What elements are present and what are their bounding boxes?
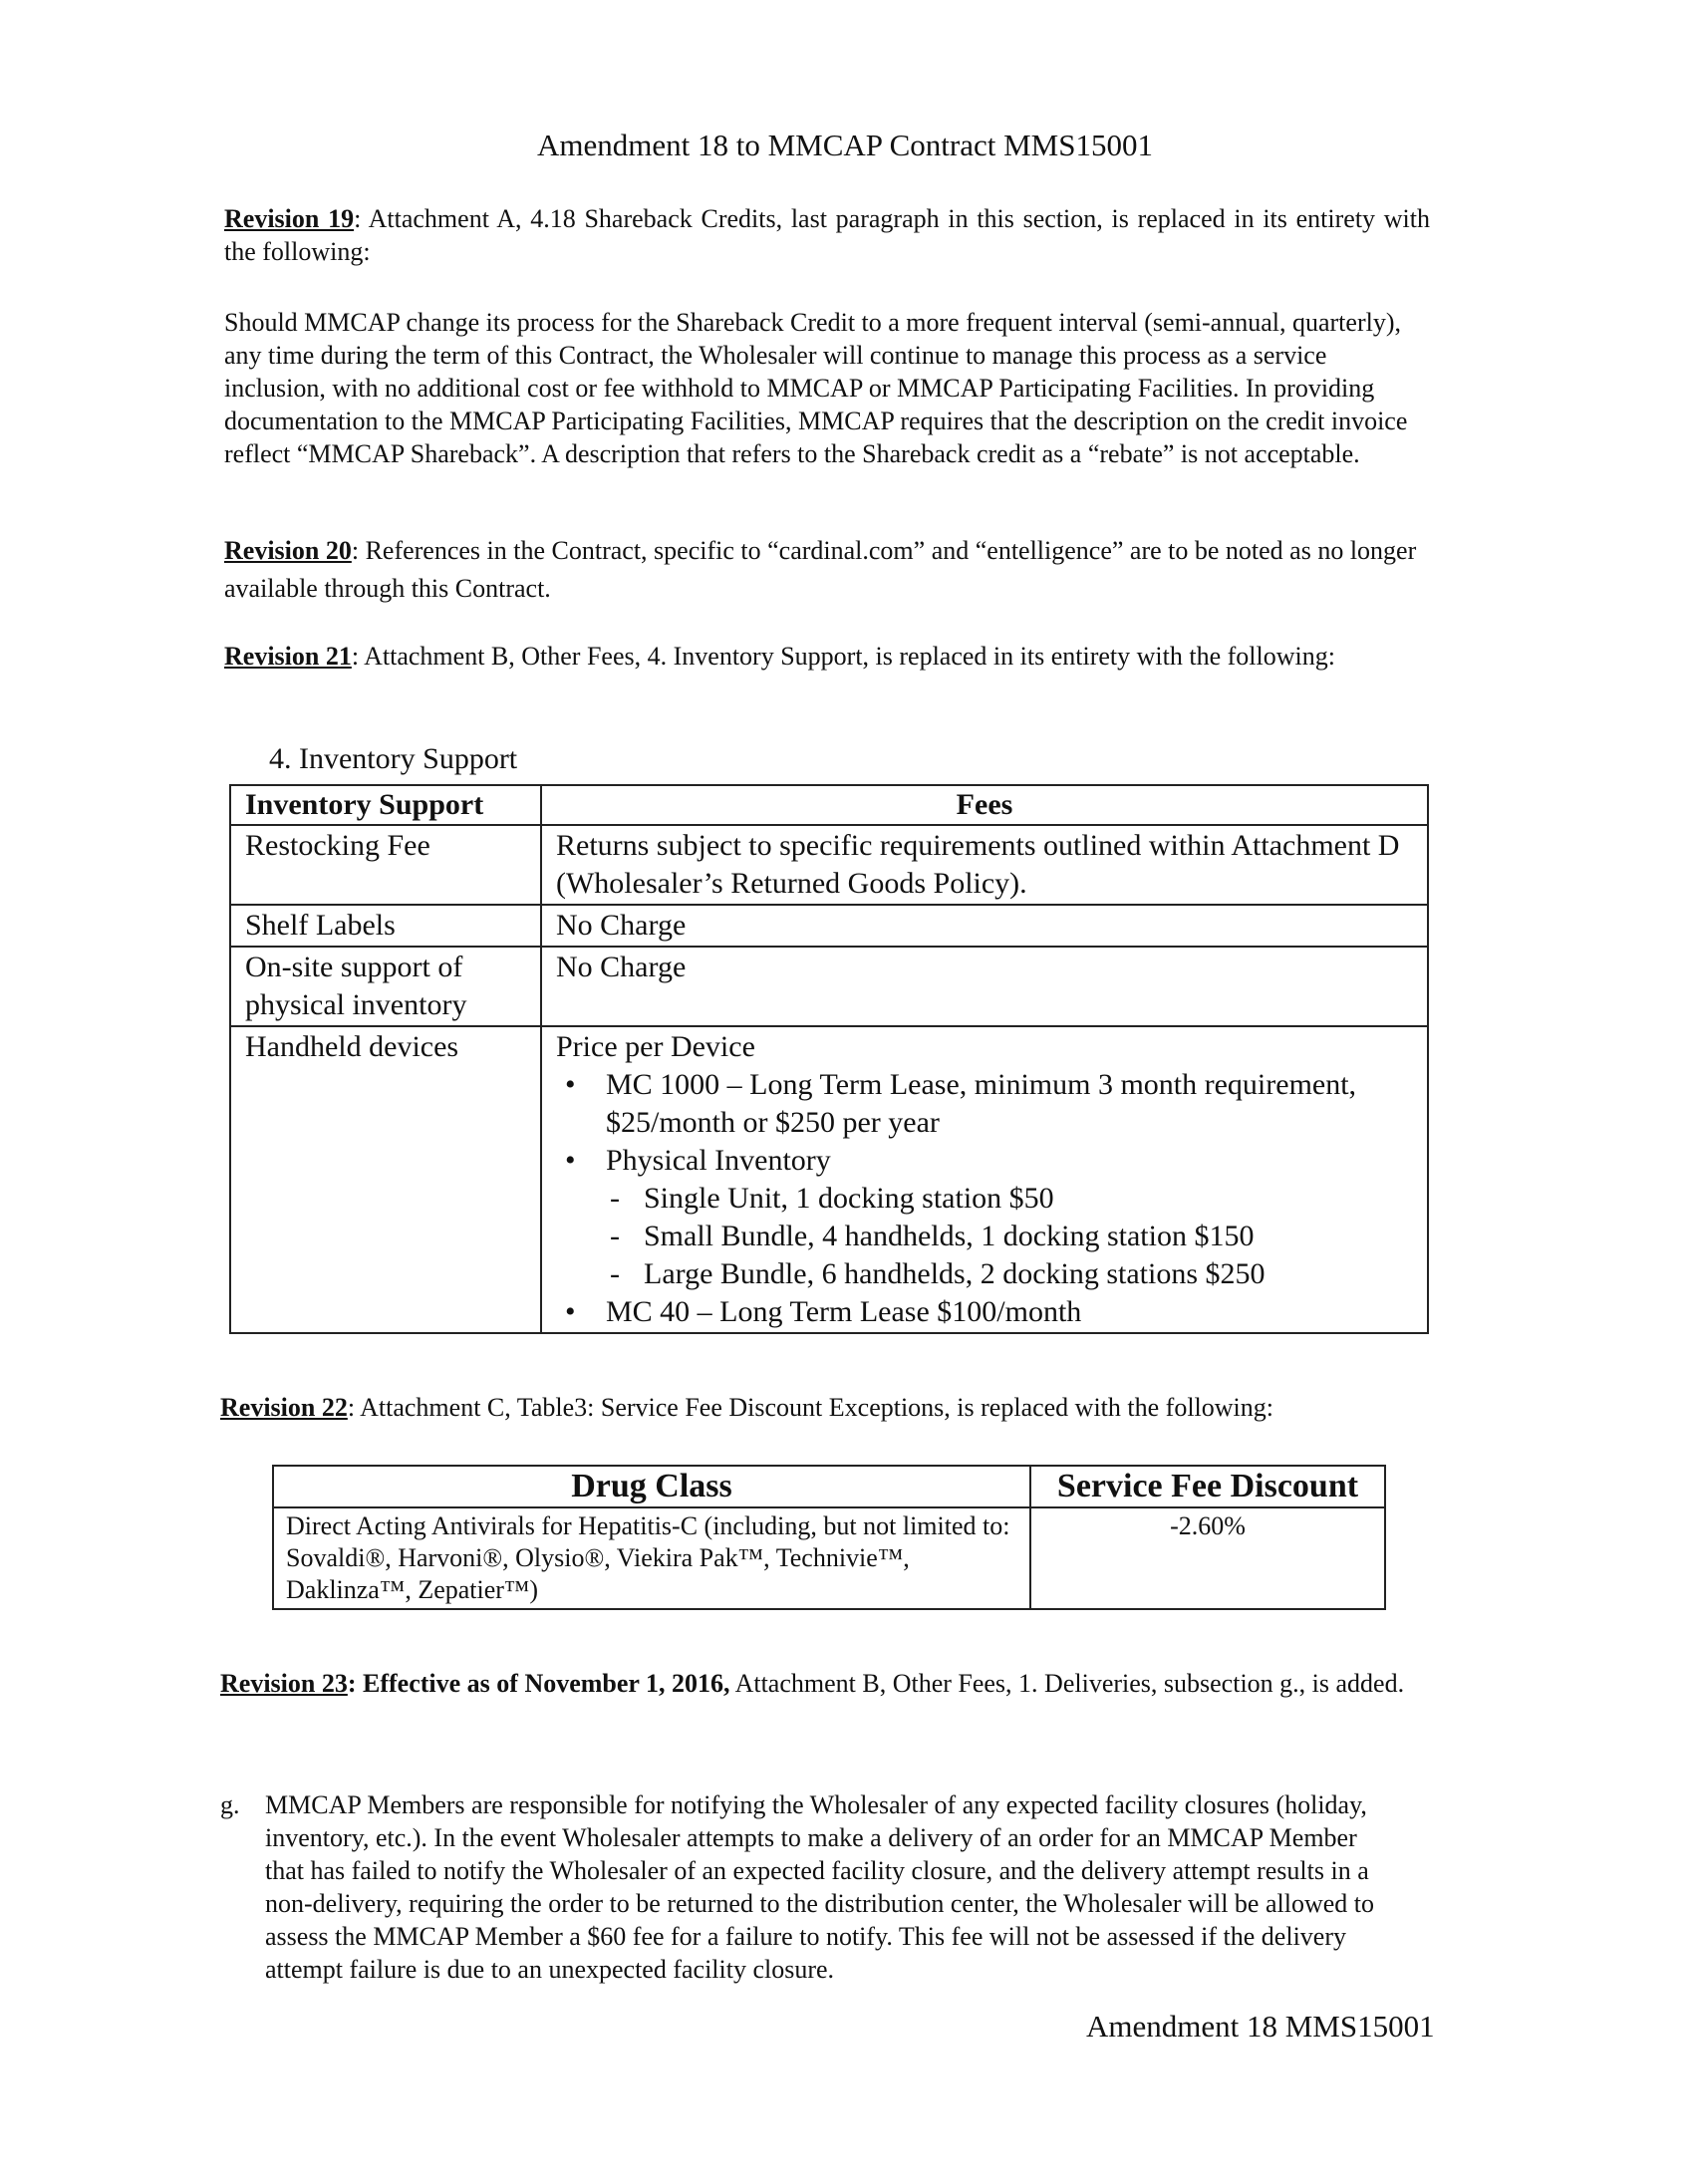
service-fee-discount-cell: -2.60% — [1030, 1507, 1385, 1609]
table-header-row — [273, 1466, 1385, 1507]
bullet-text: Physical Inventory — [606, 1144, 831, 1177]
page-footer: Amendment 18 MMS15001 — [1086, 2009, 1435, 2044]
row-fee-handheld — [541, 1026, 1428, 1333]
bullet-icon: • — [565, 1295, 576, 1328]
bullet-text: MC 1000 – Long Term Lease, minimum 3 month requirement, $25/month or $250 per year — [606, 1068, 1357, 1139]
page-title: Amendment 18 to MMCAP Contract MMS15001 — [536, 128, 1153, 162]
physical-inventory-sublist — [606, 1180, 1413, 1293]
revision-20 — [224, 532, 1430, 608]
revision-23 — [220, 1665, 1436, 1703]
price-per-device: Price per Device — [556, 1030, 755, 1063]
bullet-icon: • — [565, 1144, 576, 1177]
inventory-support-table — [229, 784, 1429, 1334]
revision-19-intro — [224, 202, 1430, 268]
revision-20-label: Revision 20 — [224, 536, 352, 565]
subsection-g-letter: g. — [220, 1790, 240, 1819]
sub-item-text: Large Bundle, 6 handhelds, 2 docking stations $250 — [644, 1257, 1266, 1290]
list-item — [565, 1066, 1413, 1142]
revision-22-text: : Attachment C, Table3: Service Fee Discount Exceptions, is replaced with the following: — [347, 1393, 1274, 1422]
revision-19-body: Should MMCAP change its process for the Shareback Credit to a more frequent interval (semi-annual, quarterly), any time during the term of this Contract, the Wholesaler will continue to manage this process as a service inclusion, with no additional cost or fee withhold to MMCAP or MMCAP Participating Facilities. In providing documentation to the MMCAP Participating Facilities, MMCAP requires that the description on the credit invoice reflect “MMCAP Shareback”. A description that refers to the Shareback credit as a “rebate” is not acceptable. — [224, 308, 1408, 468]
dash-icon: - — [610, 1182, 620, 1215]
table-row — [230, 1026, 1428, 1333]
revision-19-label: Revision 19 — [224, 204, 355, 233]
table-header-row — [230, 785, 1428, 825]
revision-22-label: Revision 22 — [220, 1393, 348, 1422]
revision-23-text: Attachment B, Other Fees, 1. Deliveries, subsection g., is added. — [729, 1669, 1405, 1698]
revision-19-intro-text: : Attachment A, 4.18 Shareback Credits, last paragraph in this section, is replaced in its entirety with the following: — [224, 204, 1431, 266]
list-item — [610, 1255, 1413, 1293]
revision-21 — [224, 640, 1430, 673]
bullet-icon: • — [565, 1068, 576, 1101]
table-row — [230, 905, 1428, 947]
header-fees: Fees — [541, 785, 1428, 825]
dash-icon: - — [610, 1220, 620, 1252]
subsection-g-text: MMCAP Members are responsible for notifying the Wholesaler of any expected facility closures (holiday, inventory, etc.). In the event Wholesaler attempts to make a delivery of an order for an MMCAP Member that has failed to notify the Wholesaler of an expected facility closure, and the delivery attempt results in a non-delivery, requiring the order to be returned to the distribution center, the Wholesaler will be allowed to assess the MMCAP Member a $60 fee for a failure to notify. This fee will not be assessed if the delivery attempt failure is due to an unexpected facility closure. — [265, 1790, 1374, 1984]
sub-item-text: Small Bundle, 4 handhelds, 1 docking station $150 — [644, 1220, 1255, 1252]
bullet-text: MC 40 – Long Term Lease $100/month — [606, 1295, 1082, 1328]
revision-21-text: : Attachment B, Other Fees, 4. Inventory Support, is replaced in its entirety with the following: — [351, 642, 1335, 671]
sub-item-text: Single Unit, 1 docking station $50 — [644, 1182, 1054, 1215]
header-inventory-support: Inventory Support — [230, 785, 541, 825]
row-name: Shelf Labels — [230, 905, 541, 947]
header-service-fee-discount: Service Fee Discount — [1030, 1466, 1385, 1507]
list-item — [565, 1142, 1413, 1293]
revision-20-text: : References in the Contract, specific to “cardinal.com” and “entelligence” are to be noted as no longer available through this Contract. — [224, 536, 1417, 603]
list-item — [610, 1180, 1413, 1218]
row-name: Restocking Fee — [230, 825, 541, 905]
inventory-support-title: 4. Inventory Support — [269, 742, 518, 775]
row-name: Handheld devices — [230, 1026, 541, 1333]
table-row — [273, 1507, 1385, 1609]
revision-22 — [220, 1391, 1436, 1424]
handheld-bullet-list — [556, 1066, 1413, 1331]
table-row — [230, 947, 1428, 1026]
table-row — [230, 825, 1428, 905]
revision-23-label: Revision 23 — [220, 1669, 348, 1698]
list-item — [610, 1218, 1413, 1255]
drug-class-table — [272, 1465, 1386, 1610]
list-item — [565, 1293, 1413, 1331]
row-fee: Returns subject to specific requirements outlined within Attachment D (Wholesaler’s Returned Goods Policy). — [541, 825, 1428, 905]
revision-23-colon: : — [347, 1669, 364, 1698]
dash-icon: - — [610, 1257, 620, 1290]
row-name: On-site support of physical inventory — [230, 947, 541, 1026]
row-fee: No Charge — [541, 947, 1428, 1026]
revision-21-label: Revision 21 — [224, 642, 352, 671]
row-fee: No Charge — [541, 905, 1428, 947]
header-drug-class: Drug Class — [273, 1466, 1030, 1507]
drug-class-cell: Direct Acting Antivirals for Hepatitis-C (including, but not limited to: Sovaldi®, Harvoni®, Olysio®, Viekira Pak™, Technivie™, Daklinza™, Zepatier™) — [273, 1507, 1030, 1609]
revision-23-effective: Effective as of November 1, 2016, — [363, 1669, 730, 1698]
